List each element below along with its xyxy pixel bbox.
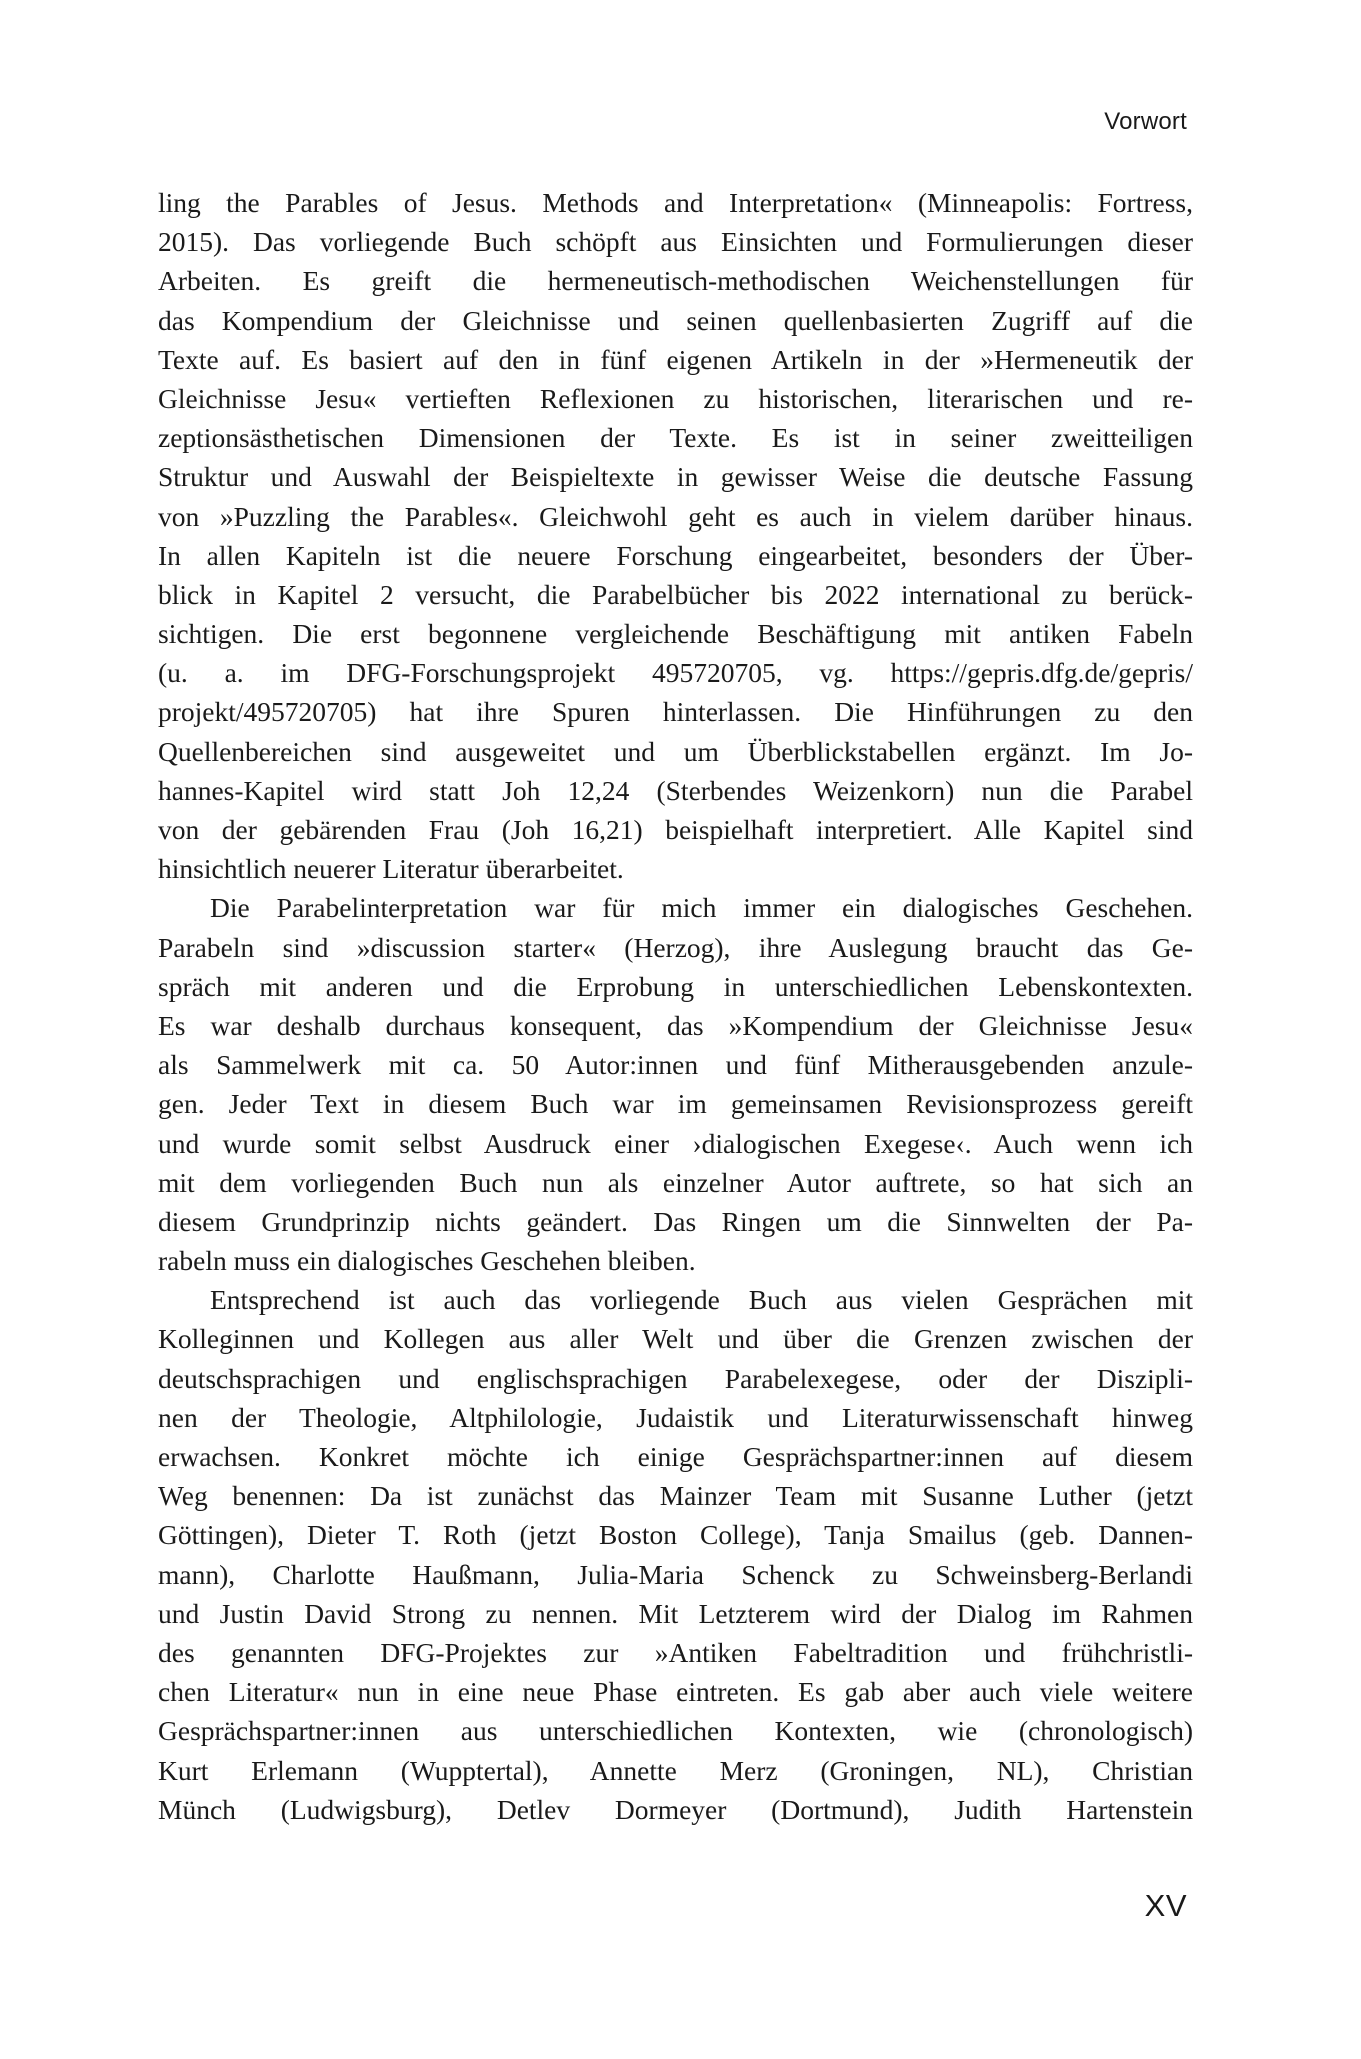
text-line: und wurde somit selbst Ausdruck einer ›dialogischen Exegese‹. Auch wenn ich	[158, 1127, 1193, 1159]
text-line: Gleichnisse Jesu« vertieften Reflexionen zu historischen, literarischen und re-	[158, 382, 1193, 414]
text-line: Göttingen), Dieter T. Roth (jetzt Boston College), Tanja Smailus (geb. Dannen-	[158, 1519, 1193, 1551]
text-line: deutschsprachigen und englischsprachigen Parabelexegese, oder der Diszipli-	[158, 1362, 1193, 1394]
text-line: Entsprechend ist auch das vorliegende Buch aus vielen Gesprächen mit	[210, 1284, 1193, 1316]
text-line: Struktur und Auswahl der Beispieltexte in gewisser Weise die deutsche Fassung	[158, 461, 1193, 493]
text-line: erwachsen. Konkret möchte ich einige Gesprächspartner:innen auf diesem	[158, 1441, 1193, 1472]
paragraph	[158, 888, 1193, 1280]
text-line: Die Parabelinterpretation war für mich immer ein dialogisches Geschehen.	[210, 892, 1193, 924]
text-line: spräch mit anderen und die Erprobung in unterschiedlichen Lebenskontexten.	[158, 970, 1193, 1002]
text-line: hinsichtlich neuerer Literatur überarbeitet.	[158, 853, 624, 885]
text-line: Weg benennen: Da ist zunächst das Mainzer Team mit Susanne Luther (jetzt	[158, 1480, 1193, 1512]
text-line: 2015). Das vorliegende Buch schöpft aus Einsichten und Formulierungen dieser	[158, 226, 1193, 258]
text-line: Münch (Ludwigsburg), Detlev Dormeyer (Dortmund), Judith Hartenstein	[158, 1793, 1193, 1825]
text-line: projekt/495720705) hat ihre Spuren hinterlassen. Die Hinführungen zu den	[158, 696, 1193, 728]
text-line: rabeln muss ein dialogisches Geschehen bleiben.	[158, 1245, 696, 1277]
text-line: ling the Parables of Jesus. Methods and Interpretation« (Minneapolis: Fortress,	[158, 187, 1193, 218]
text-line: als Sammelwerk mit ca. 50 Autor:innen und fünf Mitherausgebenden anzule-	[158, 1049, 1193, 1081]
text-line: des genannten DFG-Projektes zur »Antiken Fabeltradition und frühchristli-	[158, 1636, 1193, 1668]
page-number: XV	[1144, 1888, 1187, 1923]
text-line: Arbeiten. Es greift die hermeneutisch-methodischen Weichenstellungen für	[158, 265, 1193, 297]
text-line: Parabeln sind »discussion starter« (Herzog), ihre Auslegung braucht das Ge-	[158, 931, 1193, 963]
text-line: zeptionsästhetischen Dimensionen der Texte. Es ist in seiner zweitteiligen	[158, 422, 1193, 454]
text-line: von der gebärenden Frau (Joh 16,21) beispielhaft interpretiert. Alle Kapitel sind	[158, 814, 1193, 845]
text-line: Texte auf. Es basiert auf den in fünf eigenen Artikeln in der »Hermeneutik der	[158, 343, 1193, 375]
text-line: chen Literatur« nun in eine neue Phase eintreten. Es gab aber auch viele weitere	[158, 1676, 1193, 1708]
text-line: Quellenbereichen sind ausgeweitet und um Überblickstabellen ergänzt. Im Jo-	[158, 735, 1193, 767]
text-line: (u. a. im DFG-Forschungsprojekt 495720705, vg. https://gepris.dfg.de/gepris/	[158, 657, 1193, 689]
text-line: mann), Charlotte Haußmann, Julia-Maria Schenck zu Schweinsberg-Berlandi	[158, 1558, 1193, 1590]
text-line: blick in Kapitel 2 versucht, die Parabelbücher bis 2022 international zu berück-	[158, 578, 1193, 610]
text-line: und Justin David Strong zu nennen. Mit Letzterem wird der Dialog im Rahmen	[158, 1597, 1193, 1629]
text-line: diesem Grundprinzip nichts geändert. Das Ringen um die Sinnwelten der Pa-	[158, 1205, 1193, 1237]
text-line: In allen Kapiteln ist die neuere Forschung eingearbeitet, besonders der Über-	[158, 539, 1193, 571]
text-line: sichtigen. Die erst begonnene vergleichende Beschäftigung mit antiken Fabeln	[158, 618, 1193, 650]
text-line: Kolleginnen und Kollegen aus aller Welt und über die Grenzen zwischen der	[158, 1323, 1193, 1355]
body-text	[158, 183, 1193, 1829]
text-line: mit dem vorliegenden Buch nun als einzelner Autor auftrete, so hat sich an	[158, 1166, 1193, 1198]
text-line: Es war deshalb durchaus konsequent, das »Kompendium der Gleichnisse Jesu«	[158, 1009, 1193, 1041]
text-line: von »Puzzling the Parables«. Gleichwohl geht es auch in vielem darüber hinaus.	[158, 500, 1193, 532]
text-line: nen der Theologie, Altphilologie, Judaistik und Literaturwissenschaft hinweg	[158, 1401, 1193, 1433]
running-head: Vorwort	[1104, 108, 1187, 135]
text-line: das Kompendium der Gleichnisse und seinen quellenbasierten Zugriff auf die	[158, 304, 1193, 336]
text-line: Gesprächspartner:innen aus unterschiedlichen Kontexten, wie (chronologisch)	[158, 1715, 1193, 1747]
paragraph	[158, 183, 1193, 888]
text-line: Kurt Erlemann (Wupptertal), Annette Merz (Groningen, NL), Christian	[158, 1754, 1193, 1786]
paragraph	[158, 1280, 1193, 1829]
text-line: gen. Jeder Text in diesem Buch war im gemeinsamen Revisionsprozess gereift	[158, 1088, 1193, 1120]
text-line: hannes-Kapitel wird statt Joh 12,24 (Sterbendes Weizenkorn) nun die Parabel	[158, 774, 1193, 806]
